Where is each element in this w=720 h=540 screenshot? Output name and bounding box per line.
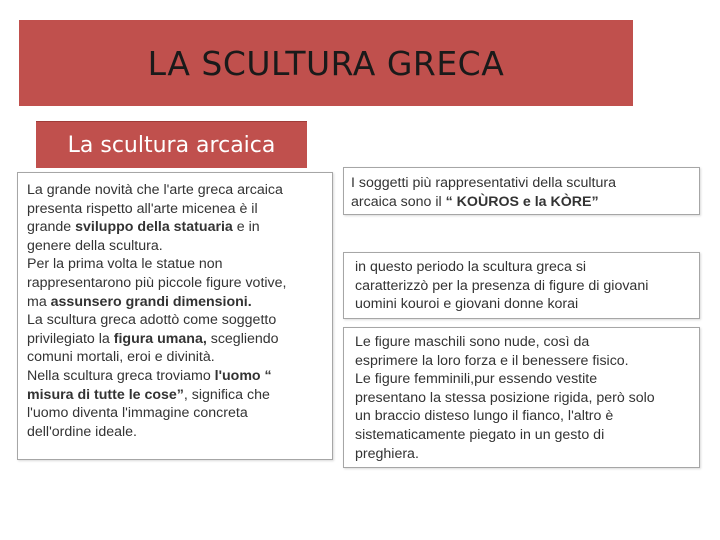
text-line: dell'ordine ideale. [27,423,137,440]
page-title: LA SCULTURA GRECA [147,43,505,83]
text-line: misura di tutte le cose”, significa che [27,386,270,403]
bold-text: figura umana, [113,330,207,347]
text-line: Per la prima volta le statue non [27,256,223,273]
text-line: privilegiato la figura umana, scegliendo [27,330,279,347]
text-line: Nella scultura greca troviamo l'uomo “ [27,367,272,384]
text-line: comuni mortali, eroi e divinità. [27,349,215,366]
subtitle-banner [36,121,307,168]
title-banner [19,20,633,106]
right-text-box-period [343,252,700,319]
bold-text: l'uomo “ [214,367,272,384]
text-line: rappresentarono più piccole figure votive, [27,274,287,291]
text-line: esprimere la loro forza e il benessere fisico. [355,352,629,369]
section-subtitle: La scultura arcaica [67,132,276,158]
right-text-box-subjects [343,167,700,215]
right-text-box-figures [343,327,700,468]
text-line: sistematicamente piegato in un gesto di [355,426,605,443]
text-line: preghiera. [355,445,419,462]
bold-text: sviluppo della statuaria [75,219,233,236]
text-line: La scultura greca adottò come soggetto [27,312,277,329]
text-line: presentano la stessa posizione rigida, però solo [355,389,655,406]
text-line: ma assunsero grandi dimensioni. [27,293,252,310]
text-line: Le figure femminili,pur essendo vestite [355,371,598,388]
text-line: genere della scultura. [27,237,163,254]
bold-text: assunsero grandi dimensioni. [50,293,252,310]
text-line: grande sviluppo della statuaria e in [27,219,260,236]
text-line: l'uomo diventa l'immagine concreta [27,405,248,422]
left-text-box [17,172,333,460]
text-line: I soggetti più rappresentativi della scultura [351,175,616,191]
text-line: Le figure maschili sono nude, così da [355,334,590,350]
text-line: in questo periodo la scultura greca si [355,259,587,275]
text-line: La grande novità che l'arte greca arcaica [27,182,283,198]
text-line: presenta rispetto all'arte micenea è il [27,200,258,217]
text-line: arcaica sono il “ KOÙROS e la KÒRE” [351,193,599,210]
text-line: uomini kouroi e giovani donne korai [355,296,579,313]
bold-text: misura di tutte le cose” [27,386,184,403]
bold-text: “ KOÙROS e la KÒRE” [445,193,599,210]
text-line: un braccio disteso lungo il fianco, l'altro è [355,408,614,425]
text-line: caratterizzò per la presenza di figure di giovani [355,277,649,294]
